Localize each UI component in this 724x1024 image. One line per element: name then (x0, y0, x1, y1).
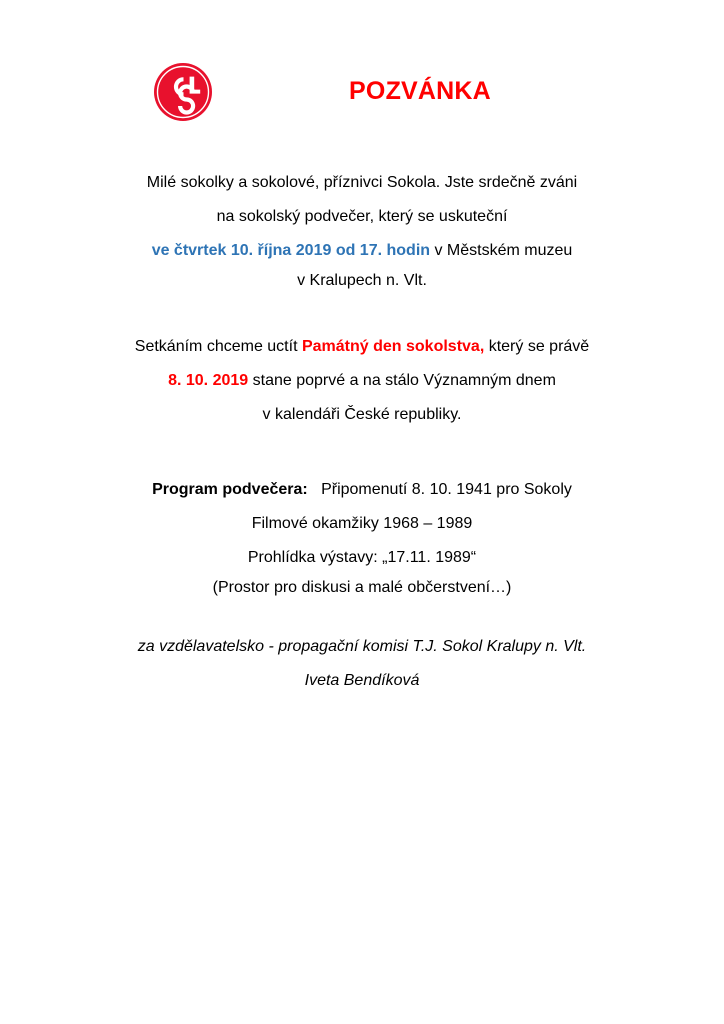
document-header (0, 62, 724, 138)
memorial-line-1 (62, 330, 662, 364)
event-datetime-highlight: ve čtvrtek 10. října 2019 od 17. hodin (151, 242, 431, 259)
program-item-3-line: Prohlídka výstavy: „17.11. 1989“ (247, 549, 477, 566)
intro-line-2: na sokolský podvečer, který se uskuteční (216, 208, 508, 225)
program-block (62, 473, 662, 601)
sokol-emblem-logo (153, 62, 213, 122)
program-item-2-line: Filmové okamžiky 1968 – 1989 (251, 515, 473, 532)
memorial-line-2 (62, 364, 662, 398)
memorial-line-3: v kalendáři České republiky. (262, 406, 462, 423)
memorial-day-highlight: Památný den sokolstva, (301, 338, 485, 355)
intro-line-3 (62, 234, 662, 268)
signature-name: Iveta Bendíková (304, 672, 420, 689)
program-item-4-line: (Prostor pro diskusi a malé občerstvení…) (212, 579, 512, 596)
memorial-prefix: Setkáním chceme uctít (134, 338, 302, 355)
memorial-date-highlight: 8. 10. 2019 (168, 372, 249, 389)
event-venue-text: v Městském muzeu (430, 242, 573, 259)
memorial-date-suffix: stane poprvé a na stálo Významným dnem (248, 372, 556, 389)
intro-block (62, 166, 662, 294)
signature-committee: za vzdělavatelsko - propagační komisi T.J. Sokol Kralupy n. Vlt. (137, 638, 587, 655)
intro-line-4: v Kralupech n. Vlt. (297, 272, 427, 289)
page-title: POZVÁNKA (349, 77, 491, 105)
intro-line-1: Milé sokolky a sokolové, příznivci Sokola. Jste srdečně zváni (146, 174, 578, 191)
program-label: Program podvečera: (152, 481, 308, 498)
program-item-1: Připomenutí 8. 10. 1941 pro Sokoly (321, 481, 572, 498)
memorial-block (62, 330, 662, 432)
program-line-1 (62, 473, 662, 507)
memorial-suffix: který se právě (484, 338, 590, 355)
signature-block (62, 630, 662, 698)
program-spacer (308, 481, 321, 498)
